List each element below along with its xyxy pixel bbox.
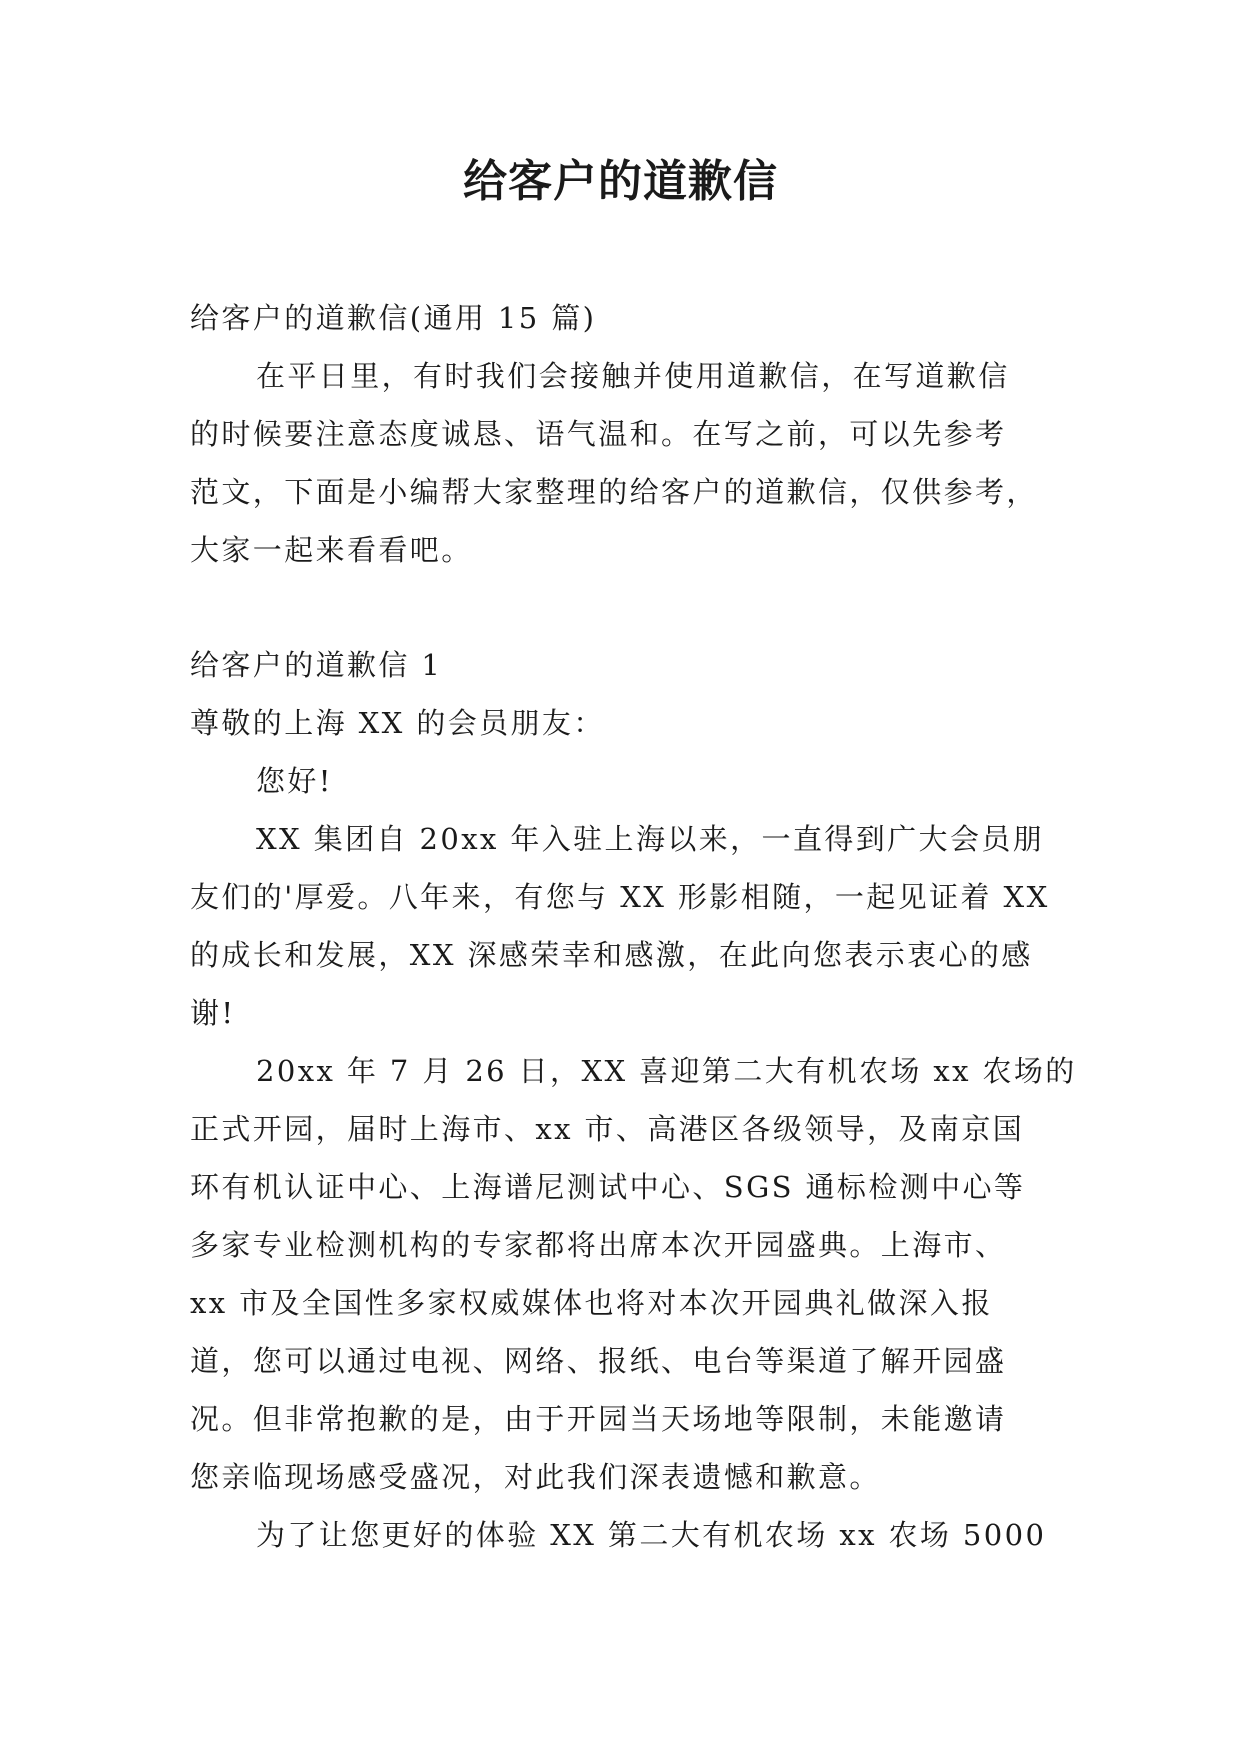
para1-line-1: XX 集团自 20xx 年入驻上海以来，一直得到广大会员朋 xyxy=(256,822,1045,856)
para1-line-4: 谢! xyxy=(190,996,236,1030)
intro-line-3: 范文，下面是小编帮大家整理的给客户的道歉信，仅供参考， xyxy=(190,475,1038,509)
letter-heading: 给客户的道歉信 1 xyxy=(190,648,443,682)
intro-line-4: 大家一起来看看吧。 xyxy=(190,533,473,567)
para2-line-2: 正式开园，届时上海市、xx 市、高港区各级领导，及南京国 xyxy=(190,1112,1025,1146)
letter-salutation: 尊敬的上海 XX 的会员朋友： xyxy=(190,706,605,740)
para1-line-2: 友们的'厚爱。八年来，有您与 XX 形影相随，一起见证着 XX xyxy=(190,880,1050,914)
para2-line-1: 20xx 年 7 月 26 日，XX 喜迎第二大有机农场 xx 农场的 xyxy=(256,1054,1077,1088)
para2-line-7: 况。但非常抱歉的是，由于开园当天场地等限制，未能邀请 xyxy=(190,1402,1007,1436)
para2-line-3: 环有机认证中心、上海谱尼测试中心、SGS 通标检测中心等 xyxy=(190,1170,1026,1204)
para2-line-6: 道，您可以通过电视、网络、报纸、电台等渠道了解开园盛 xyxy=(190,1344,1007,1378)
para2-line-5: xx 市及全国性多家权威媒体也将对本次开园典礼做深入报 xyxy=(190,1286,993,1320)
para2-line-8: 您亲临现场感受盛况，对此我们深表遗憾和歉意。 xyxy=(190,1460,881,1494)
document-title: 给客户的道歉信 xyxy=(463,156,778,207)
intro-line-1: 在平日里，有时我们会接触并使用道歉信，在写道歉信 xyxy=(256,359,1010,393)
para2-line-4: 多家专业检测机构的专家都将出席本次开园盛典。上海市、 xyxy=(190,1228,1007,1262)
document-subtitle: 给客户的道歉信(通用 15 篇) xyxy=(190,301,597,335)
para1-line-3: 的成长和发展，XX 深感荣幸和感激，在此向您表示衷心的感 xyxy=(190,938,1033,972)
intro-line-2: 的时候要注意态度诚恳、语气温和。在写之前，可以先参考 xyxy=(190,417,1007,451)
letter-greeting: 您好! xyxy=(256,764,333,798)
para3-line-1: 为了让您更好的体验 XX 第二大有机农场 xx 农场 5000 xyxy=(256,1518,1047,1552)
